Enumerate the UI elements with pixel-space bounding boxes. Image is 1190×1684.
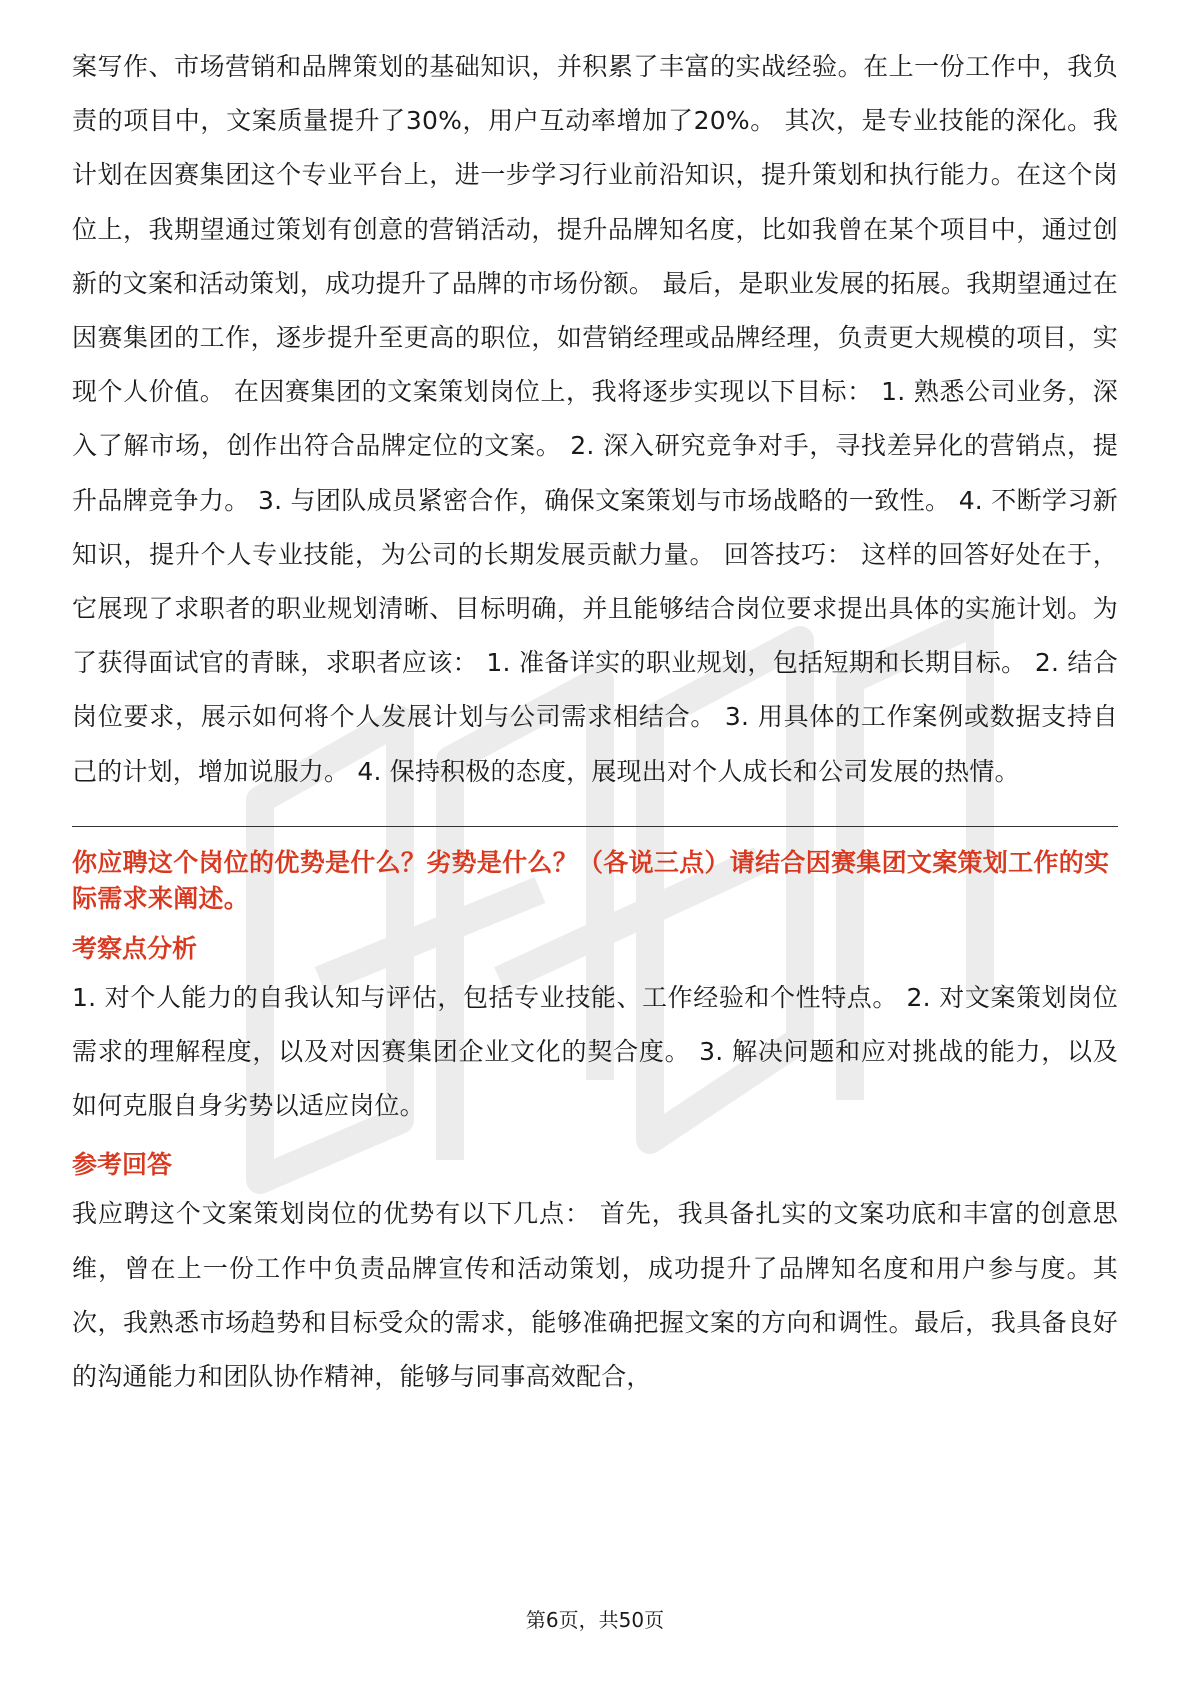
answer-paragraph: 我应聘这个文案策划岗位的优势有以下几点： 首先，我具备扎实的文案功底和丰富的创意思维，曾在上一份工作中负责品牌宣传和活动策划，成功提升了品牌知名度和用户参与度。其次，我熟悉市场趋势和目标受众的需求，能够准确把握文案的方向和调性。最后，我具备良好的沟通能力和团队协作精神，能够与同事高效配合， — [72, 1199, 1118, 1392]
section-divider — [72, 826, 1118, 827]
page-content — [72, 40, 1118, 1404]
analysis-paragraph: 1. 对个人能力的自我认知与评估，包括专业技能、工作经验和个性特点。 2. 对文案策划岗位需求的理解程度，以及对因赛集团企业文化的契合度。 3. 解决问题和应对挑战的能力，以及如何克服自身劣势以适应岗位。 — [72, 982, 1118, 1121]
answer-title: 参考回答 — [72, 1150, 173, 1180]
analysis-title: 考察点分析 — [72, 933, 198, 963]
question-heading: 你应聘这个岗位的优势是什么？劣势是什么？（各说三点）请结合因赛集团文案策划工作的实际需求来阐述。 — [72, 847, 1110, 913]
page-number-footer: 第6页，共50页 — [525, 1608, 665, 1632]
continuation-paragraph: 案写作、市场营销和品牌策划的基础知识，并积累了丰富的实战经验。在上一份工作中，我负责的项目中，文案质量提升了30%，用户互动率增加了20%。 其次，是专业技能的深化。我计划在因赛集团这个专业平台上，进一步学习行业前沿知识，提升策划和执行能力。在这个岗位上，我期望通过策划有创意的营销活动，提升品牌知名度，比如我曾在某个项目中，通过创新的文案和活动策划，成功提升了品牌的市场份额。 最后，是职业发展的拓展。我期望通过在因赛集团的工作，逐步提升至更高的职位，如营销经理或品牌经理，负责更大规模的项目，实现个人价值。 在因赛集团的文案策划岗位上，我将逐步实现以下目标： 1. 熟悉公司业务，深入了解市场，创作出符合品牌定位的文案。 2. 深入研究竞争对手，寻找差异化的营销点，提升品牌竞争力。 3. 与团队成员紧密合作，确保文案策划与市场战略的一致性。 4. 不断学习新知识，提升个人专业技能，为公司的长期发展贡献力量。 回答技巧： 这样的回答好处在于，它展现了求职者的职业规划清晰、目标明确，并且能够结合岗位要求提出具体的实施计划。为了获得面试官的青睐，求职者应该： 1. 准备详实的职业规划，包括短期和长期目标。 2. 结合岗位要求，展示如何将个人发展计划与公司需求相结合。 3. 用具体的工作案例或数据支持自己的计划，增加说服力。 4. 保持积极的态度，展现出对个人成长和公司发展的热情。 — [72, 52, 1118, 786]
